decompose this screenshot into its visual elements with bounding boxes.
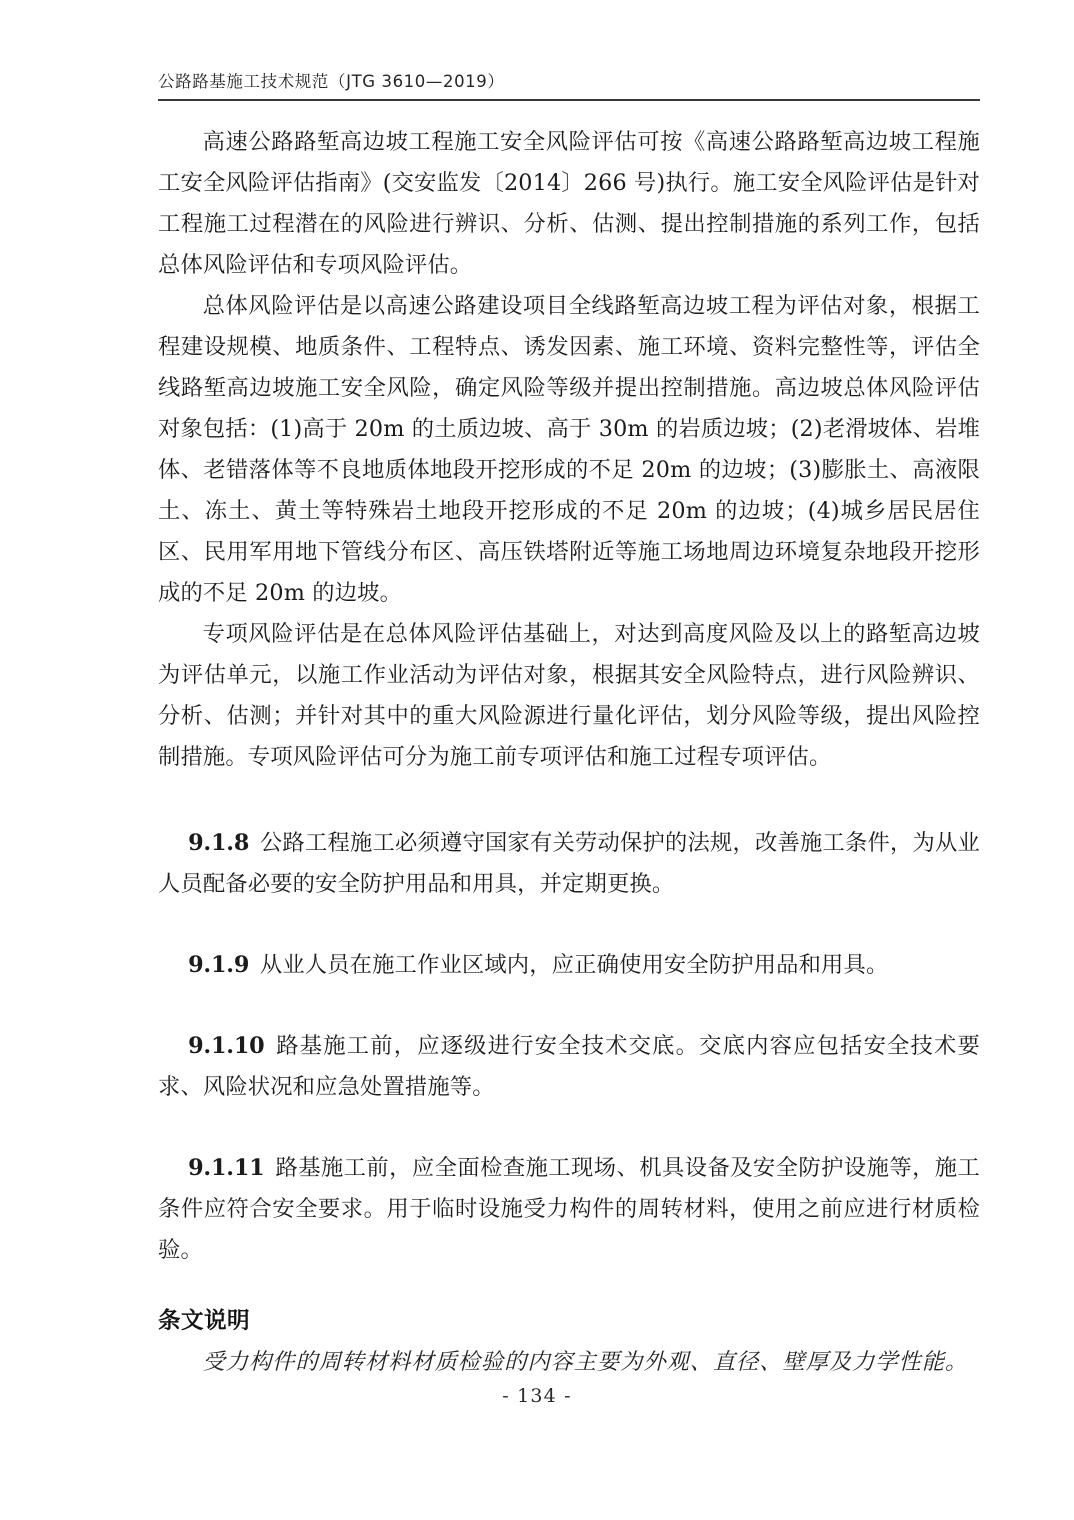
clause-number: 9.1.10 (188, 1033, 265, 1059)
paragraph-special-risk-assessment: 专项风险评估是在总体风险评估基础上，对达到高度风险及以上的路堑高边坡为评估单元，以施工作业活动为评估对象，根据其安全风险特点，进行风险辨识、分析、估测；并针对其中的重大风险源进行量化评估，划分风险等级，提出风险控制措施。专项风险评估可分为施工前专项评估和施工过程专项评估。 (158, 621, 980, 770)
clause-text: 路基施工前，应全面检查施工现场、机具设备及安全防护设施等，施工条件应符合安全要求。用于临时设施受力构件的周转材料，使用之前应进行材质检验。 (158, 1155, 980, 1263)
clause-9-1-10 (158, 1026, 980, 1108)
clause-9-1-8 (158, 823, 980, 905)
clause-number: 9.1.8 (188, 830, 250, 856)
clause-9-1-9 (158, 945, 980, 986)
page-header (158, 68, 980, 101)
page-number: - 134 - (502, 1385, 572, 1407)
document-body (158, 122, 980, 1383)
clause-number: 9.1.9 (188, 952, 250, 978)
clause-text: 公路工程施工必须遵守国家有关劳动保护的法规，改善施工条件，为从业人员配备必要的安全防护用品和用具，并定期更换。 (158, 830, 980, 897)
header-divider (158, 99, 980, 101)
paragraph-risk-assessment-basis: 高速公路路堑高边坡工程施工安全风险评估可按《高速公路路堑高边坡工程施工安全风险评估指南》(交安监发〔2014〕266 号)执行。施工安全风险评估是针对工程施工过程潜在的风险进行辨识、分析、估测、提出控制措施的系列工作，包括总体风险评估和专项风险评估。 (158, 129, 980, 278)
spacer (158, 1271, 980, 1301)
header-title: 公路路基施工技术规范（JTG 3610—2019） (158, 72, 505, 91)
spacer (158, 986, 980, 1026)
clause-number: 9.1.11 (188, 1155, 265, 1181)
spacer (158, 1108, 980, 1148)
spacer (158, 905, 980, 945)
clause-text: 路基施工前，应逐级进行安全技术交底。交底内容应包括安全技术要求、风险状况和应急处置措施等。 (158, 1033, 980, 1100)
clause-9-1-11 (158, 1148, 980, 1271)
explanation-text: 受力构件的周转材料材质检验的内容主要为外观、直径、壁厚及力学性能。 (202, 1349, 969, 1375)
paragraph-overall-risk-assessment: 总体风险评估是以高速公路建设项目全线路堑高边坡工程为评估对象，根据工程建设规模、地质条件、工程特点、诱发因素、施工环境、资料完整性等，评估全线路堑高边坡施工安全风险，确定风险等级并提出控制措施。高边坡总体风险评估对象包括：(1)高于 20m 的土质边坡、高于 30m 的岩质边坡；(2)老滑坡体、岩堆体、老错落体等不良地质体地段开挖形成的不足 20m 的边坡；(3)膨胀土、高液限土、冻土、黄土等特殊岩土地段开挖形成的不足 20m 的边坡；(4)城乡居民居住区、民用军用地下管线分布区、高压铁塔附近等施工场地周边环境复杂地段开挖形成的不足 20m 的边坡。 (158, 293, 980, 606)
spacer (158, 778, 980, 823)
explanation-heading: 条文说明 (158, 1308, 250, 1334)
page-footer (0, 1385, 1074, 1407)
clause-text: 从业人员在施工作业区域内，应正确使用安全防护用品和用具。 (259, 952, 889, 978)
